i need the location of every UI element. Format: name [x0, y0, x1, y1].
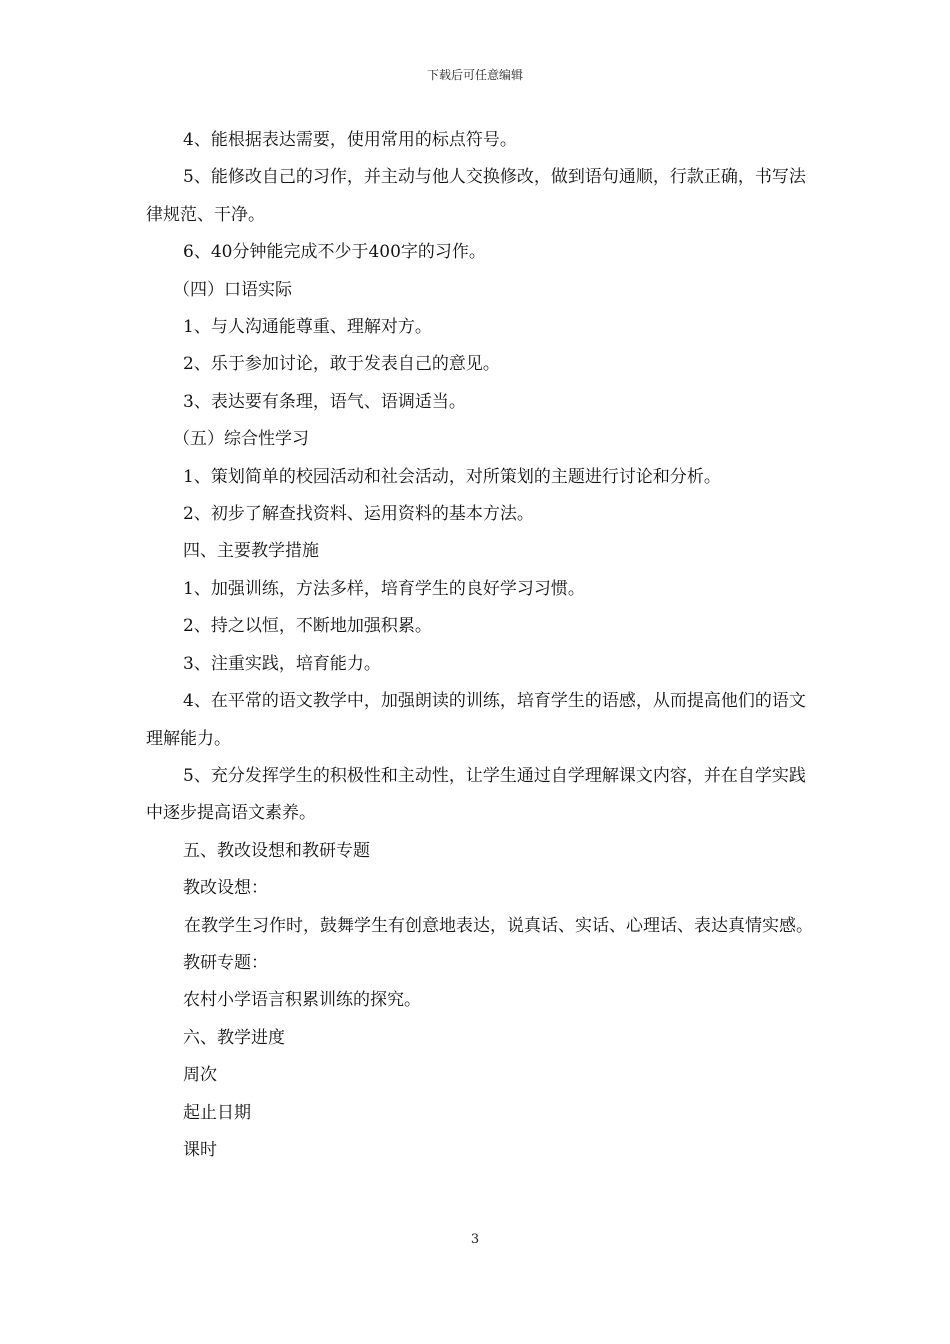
section-heading: 五、教改设想和教研专题 — [183, 840, 370, 861]
paragraph: 3、注重实践，培育能力。 — [183, 653, 381, 674]
subheading: 教研专题： — [183, 952, 268, 973]
paragraph: 5、充分发挥学生的积极性和主动性，让学生通过自学理解课文内容，并在自学实践中逐步提高语文素养。 — [146, 765, 806, 824]
paragraph: 农村小学语言积累训练的探究。 — [183, 990, 421, 1011]
paragraph: 1、策划简单的校园活动和社会活动，对所策划的主题进行讨论和分析。 — [183, 466, 721, 487]
section-heading: 六、教学进度 — [183, 1027, 285, 1048]
page-number: 3 — [470, 1232, 480, 1247]
section-heading: 四、主要教学措施 — [183, 541, 319, 562]
section-heading: （四）口语实际 — [173, 279, 292, 300]
paragraph: 1、加强训练，方法多样，培育学生的良好学习习惯。 — [183, 578, 585, 599]
section-heading: （五）综合性学习 — [173, 429, 309, 450]
paragraph: 1、与人沟通能尊重、理解对方。 — [183, 317, 432, 338]
document-body — [146, 122, 816, 1169]
paragraph: 3、表达要有条理，语气、语调适当。 — [183, 391, 466, 412]
table-label: 起止日期 — [183, 1102, 251, 1123]
paragraph: 2、初步了解查找资料、运用资料的基本方法。 — [183, 504, 534, 525]
page-header: 下载后可任意编辑 — [426, 68, 523, 82]
paragraph: 在教学生习作时，鼓舞学生有创意地表达，说真话、实话、心理话、表达真情实感。 — [184, 915, 813, 936]
paragraph: 2、乐于参加讨论，敢于发表自己的意见。 — [183, 354, 500, 375]
paragraph: 5、能修改自己的习作，并主动与他人交换修改，做到语句通顺，行款正确，书写法律规范、干净。 — [146, 167, 806, 225]
paragraph: 2、持之以恒，不断地加强积累。 — [183, 616, 432, 637]
table-label: 课时 — [183, 1139, 217, 1160]
subheading: 教改设想： — [183, 878, 268, 899]
paragraph: 4、在平常的语文教学中，加强朗读的训练，培育学生的语感，从而提高他们的语文理解能力。 — [146, 691, 806, 749]
paragraph: 4、能根据表达需要，使用常用的标点符号。 — [183, 130, 517, 150]
paragraph: 6、40分钟能完成不少于400字的习作。 — [183, 242, 486, 263]
table-label: 周次 — [183, 1065, 217, 1086]
